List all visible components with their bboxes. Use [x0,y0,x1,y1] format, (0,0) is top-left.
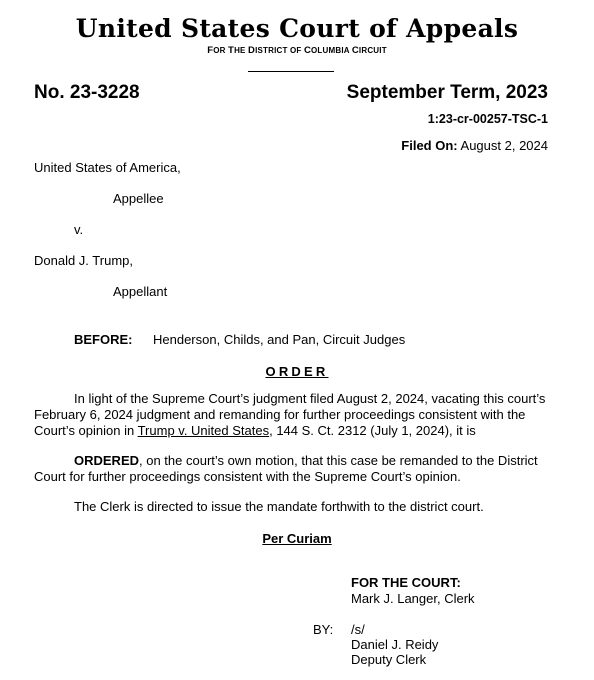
court-title: United States Court of Appeals [75,14,519,43]
circuit-subtitle-part: C [351,45,359,56]
before-label: BEFORE: [74,332,133,347]
filed-on-date: August 2, 2024 [460,138,548,153]
order-paragraph-2-text: , on the court’s own motion, that this case be remanded to the District Court for further proceedings consistent with the Supreme Court’s opinion. [34,453,538,484]
panel-judges: Henderson, Childs, and Pan, Circuit Judges [153,332,406,347]
per-curiam: Per Curiam [262,531,332,546]
deputy-clerk-title: Deputy Clerk [351,652,427,667]
court-term: September Term, 2023 [346,82,548,103]
clerk-name: Mark J. Langer, Clerk [351,591,475,606]
appellant-name: Donald J. Trump, [34,253,133,268]
versus: v. [74,222,84,237]
order-heading: ORDER [265,364,329,379]
appellant-role: Appellant [113,284,168,299]
appellee-name: United States of America, [34,160,181,175]
circuit-subtitle-part: D [248,45,256,56]
circuit-subtitle-part: IRCUIT [358,46,387,55]
by-label: BY: [313,622,334,637]
circuit-subtitle [0,45,594,56]
header-divider [248,71,334,72]
circuit-subtitle-part: ISTRICT OF [255,46,304,55]
circuit-subtitle-part: HE [234,46,248,55]
circuit-subtitle-part: F [207,45,214,56]
deputy-clerk-name: Daniel J. Reidy [351,637,439,652]
order-paragraph-1-text: In light of the Supreme Court’s judgment filed August 2, 2024, vacating this court’s February 6, 2024 judgment and remanding for further proceedings consistent with the Court’s opinion in [34,391,546,438]
order-paragraph-3-text: The Clerk is directed to issue the mandate forthwith to the district court. [74,499,484,514]
filed-on-line [401,138,548,153]
order-paragraph-2 [34,453,554,485]
circuit-subtitle-part: C [303,45,311,56]
appellee-role: Appellee [113,191,164,206]
circuit-subtitle-part: T [228,45,235,56]
for-the-court: FOR THE COURT: [351,575,461,590]
order-paragraph-3 [34,499,554,515]
circuit-subtitle-part: OR [213,46,229,55]
order-paragraph-1-text-end: , 144 S. Ct. 2312 (July 1, 2024), it is [269,423,476,438]
signature-mark: /s/ [351,622,365,637]
lower-court-docket: 1:23-cr-00257-TSC-1 [427,112,548,126]
circuit-subtitle-part: OLUMBIA [311,46,352,55]
filed-on-label: Filed On: [401,138,458,153]
case-citation: Trump v. United States [137,423,270,438]
case-number: No. 23-3228 [34,82,140,103]
ordered-keyword: ORDERED [74,453,140,468]
order-paragraph-1 [34,391,554,439]
